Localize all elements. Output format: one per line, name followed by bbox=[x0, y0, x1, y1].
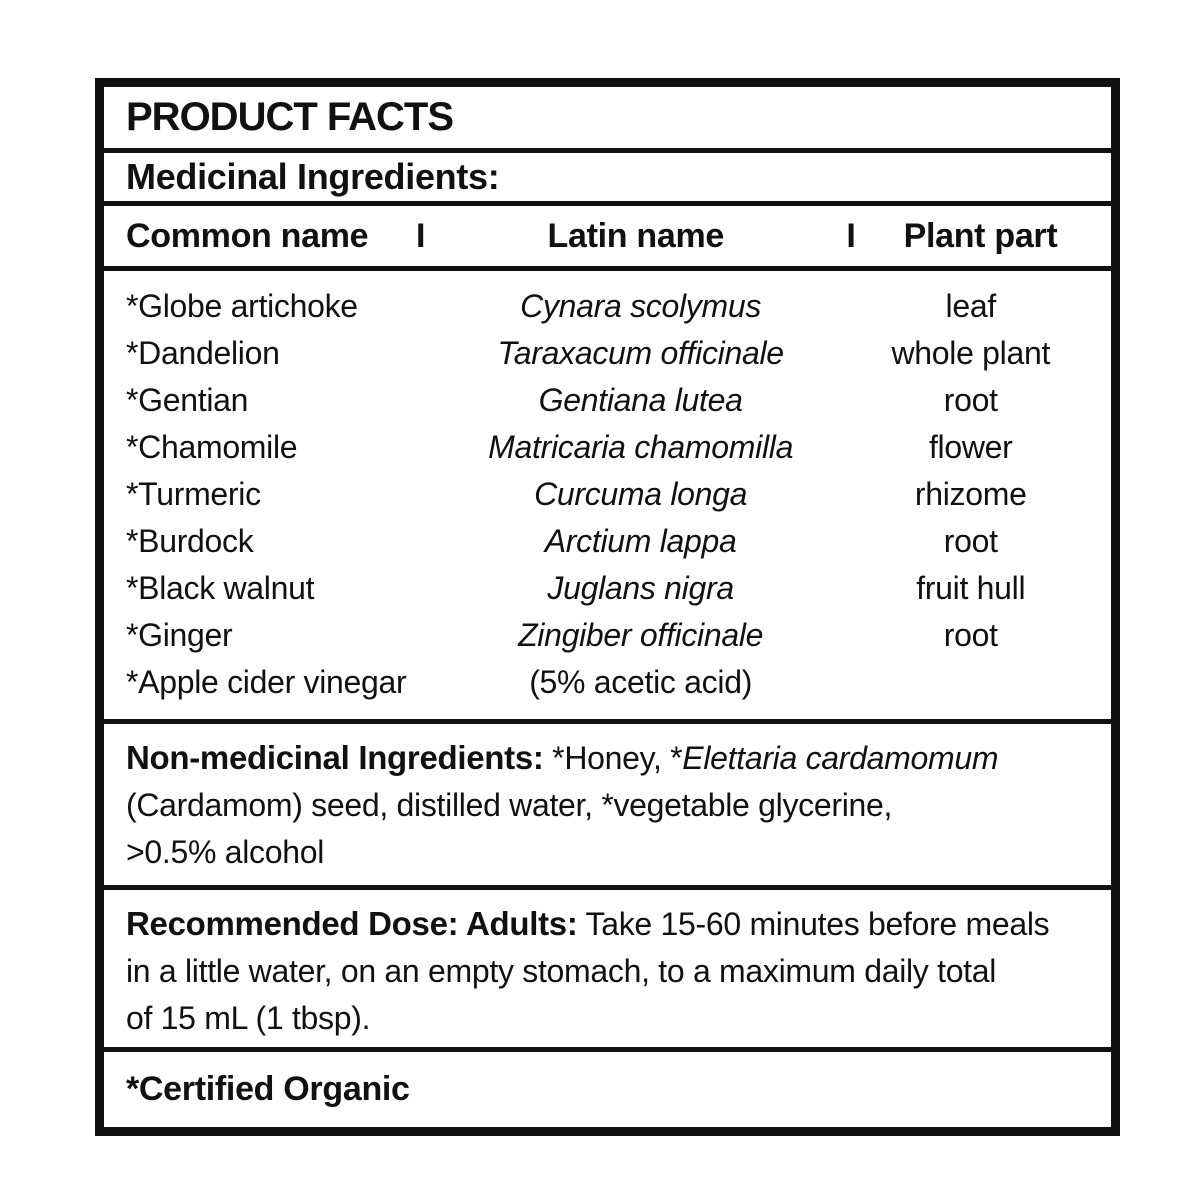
column-header-latin-name: Latin name bbox=[547, 216, 725, 255]
title-section bbox=[104, 87, 1111, 153]
table-row bbox=[126, 518, 1097, 565]
table-row bbox=[126, 283, 1097, 330]
plant-part-cell: root bbox=[943, 523, 998, 559]
non-medicinal-latin-name: Elettaria cardamomum bbox=[682, 740, 999, 776]
product-facts-panel bbox=[95, 78, 1120, 1136]
common-name-cell: *Gentian bbox=[126, 382, 249, 418]
medicinal-ingredients-section bbox=[104, 153, 1111, 206]
plant-part-cell: flower bbox=[928, 429, 1013, 465]
table-header-row bbox=[104, 206, 1111, 271]
latin-name-cell: Juglans nigra bbox=[547, 570, 734, 606]
common-name-cell: *Dandelion bbox=[126, 335, 280, 371]
latin-name-cell: (5% acetic acid) bbox=[529, 664, 753, 700]
table-row bbox=[126, 424, 1097, 471]
plant-part-cell: leaf bbox=[945, 288, 996, 324]
table-row bbox=[126, 330, 1097, 377]
latin-name-cell: Matricaria chamomilla bbox=[488, 429, 794, 465]
certified-organic-footnote bbox=[104, 1052, 1111, 1127]
common-name-cell: *Ginger bbox=[126, 617, 233, 653]
plant-part-cell: root bbox=[943, 617, 998, 653]
table-row bbox=[126, 471, 1097, 518]
latin-name-cell: Curcuma longa bbox=[534, 476, 748, 512]
latin-name-cell: Cynara scolymus bbox=[520, 288, 762, 324]
latin-name-cell: Gentiana lutea bbox=[538, 382, 743, 418]
common-name-cell: *Turmeric bbox=[126, 476, 261, 512]
dose-text: in a little water, on an empty stomach, to a maximum daily total bbox=[126, 953, 997, 989]
non-medicinal-section bbox=[104, 724, 1111, 890]
non-medicinal-text: >0.5% alcohol bbox=[126, 834, 325, 870]
latin-name-cell: Taraxacum officinale bbox=[497, 335, 784, 371]
non-medicinal-text: (Cardamom) seed, distilled water, *vegetable glycerine, bbox=[126, 787, 893, 823]
column-header-plant-part: Plant part bbox=[903, 216, 1058, 255]
non-medicinal-text: *Honey, * bbox=[543, 740, 683, 776]
column-header-common-name: Common name bbox=[126, 216, 369, 255]
ingredients-table bbox=[104, 271, 1111, 724]
common-name-cell: *Chamomile bbox=[126, 429, 298, 465]
column-separator: I bbox=[416, 216, 426, 255]
plant-part-cell: whole plant bbox=[891, 335, 1051, 371]
table-row bbox=[126, 565, 1097, 612]
footnote-text: *Certified Organic bbox=[126, 1070, 410, 1108]
common-name-cell: *Apple cider vinegar bbox=[126, 664, 407, 700]
table-row bbox=[126, 612, 1097, 659]
recommended-dose-heading: Recommended Dose: Adults: bbox=[126, 905, 578, 942]
common-name-cell: *Burdock bbox=[126, 523, 254, 559]
column-separator: I bbox=[846, 216, 856, 255]
recommended-dose-section bbox=[104, 890, 1111, 1052]
table-row bbox=[126, 659, 1097, 706]
plant-part-cell: rhizome bbox=[914, 476, 1027, 512]
non-medicinal-heading: Non-medicinal Ingredients: bbox=[126, 739, 544, 776]
dose-text: of 15 mL (1 tbsp). bbox=[126, 1000, 371, 1036]
plant-part-cell: root bbox=[943, 382, 998, 418]
page-title: PRODUCT FACTS bbox=[126, 95, 453, 139]
dose-text: Take 15-60 minutes before meals bbox=[577, 906, 1050, 942]
plant-part-cell bbox=[845, 659, 1097, 706]
common-name-cell: *Black walnut bbox=[126, 570, 315, 606]
medicinal-ingredients-heading: Medicinal Ingredients: bbox=[126, 156, 500, 197]
latin-name-cell: Zingiber officinale bbox=[518, 617, 764, 653]
common-name-cell: *Globe artichoke bbox=[126, 288, 358, 324]
plant-part-cell: fruit hull bbox=[916, 570, 1026, 606]
table-row bbox=[126, 377, 1097, 424]
latin-name-cell: Arctium lappa bbox=[544, 523, 737, 559]
